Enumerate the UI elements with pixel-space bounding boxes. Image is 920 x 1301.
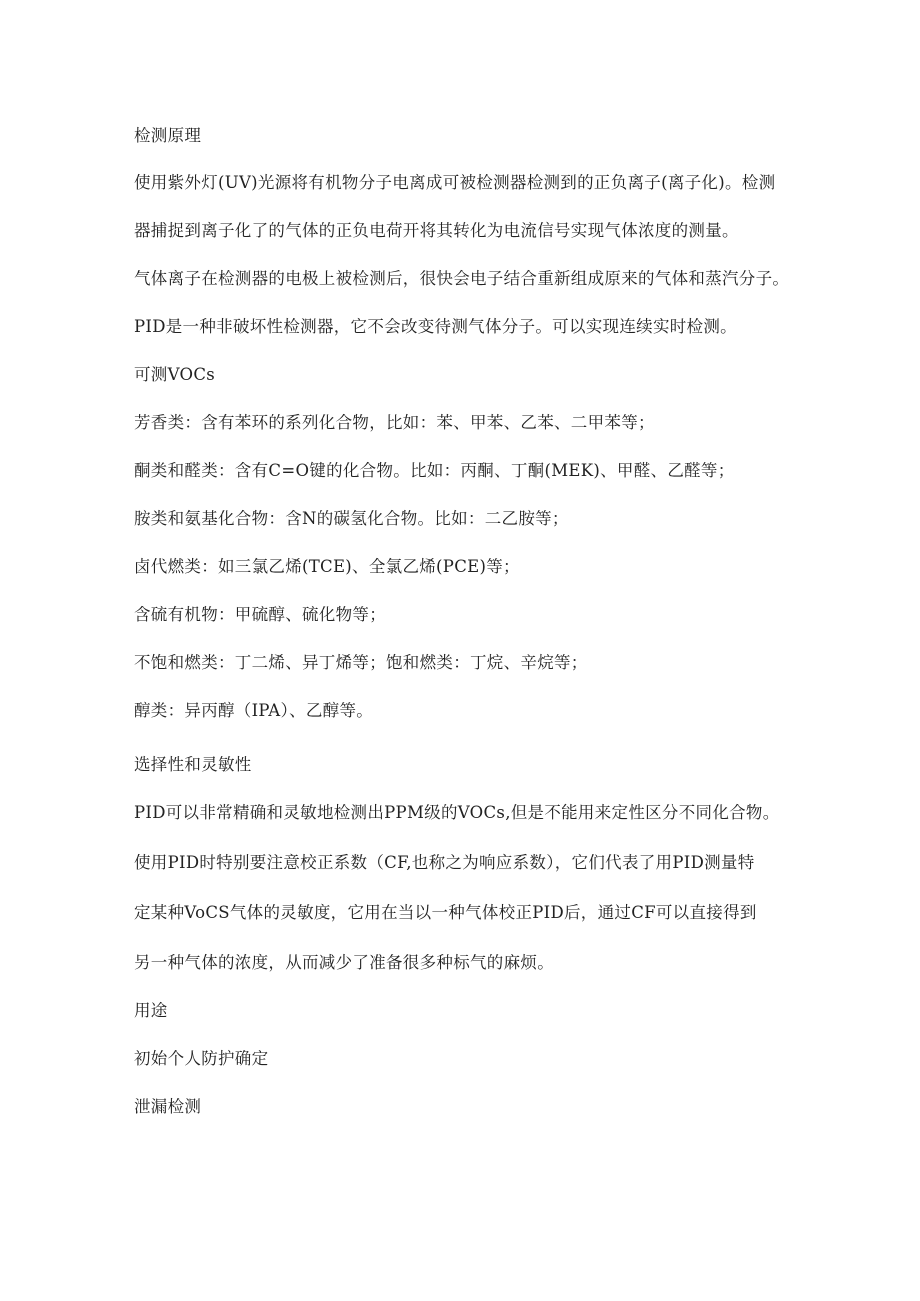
list-item: 醇类：异丙醇（IPA）、乙醇等。 [134, 701, 374, 720]
list-item: 初始个人防护确定 [134, 1049, 269, 1068]
list-item: 卤代燃类：如三氯乙烯(TCE)、全氯乙烯(PCE)等； [134, 557, 520, 576]
list-item: 含硫有机物：甲硫醇、硫化物等； [134, 605, 386, 624]
paragraph-line: 使用紫外灯(UV)光源将有机物分子电离成可被检测器检测到的正负离子(离子化)。检测 [134, 173, 776, 192]
section-heading-uses: 用途 [134, 1001, 168, 1020]
paragraph-line: 另一种气体的浓度，从而减少了准备很多种标气的麻烦。 [134, 953, 554, 972]
list-item: 芳香类：含有苯环的系列化合物，比如：苯、甲苯、乙苯、二甲苯等； [134, 413, 655, 432]
paragraph-line: 定某种VoCS气体的灵敏度，它用在当以一种气体校正PID后，通过CF可以直接得到 [134, 903, 757, 922]
paragraph-line: 使用PID时特别要注意校正系数（CF,也称之为响应系数），它们代表了用PID测量特 [134, 853, 755, 872]
paragraph-line: PID可以非常精确和灵敏地检测出PPM级的VOCs,但是不能用来定性区分不同化合物。 [134, 803, 780, 822]
list-item: 胺类和氨基化合物：含N的碳氢化合物。比如：二乙胺等； [134, 509, 569, 528]
list-item: 酮类和醛类：含有C=O键的化合物。比如：丙酮、丁酮(MEK)、甲醛、乙醛等； [134, 461, 735, 480]
section-heading-selectivity-sensitivity: 选择性和灵敏性 [134, 755, 252, 774]
section-heading-detectable-vocs: 可测VOCs [134, 365, 216, 384]
paragraph-line: 器捕捉到离子化了的气体的正负电荷开将其转化为电流信号实现气体浓度的测量。 [134, 221, 739, 240]
list-item: 泄漏检测 [134, 1097, 202, 1116]
paragraph-line: 气体离子在检测器的电极上被检测后，很快会电子结合重新组成原来的气体和蒸汽分子。 [134, 269, 790, 288]
section-heading-detection-principle: 检测原理 [134, 126, 202, 145]
list-item: 不饱和燃类：丁二烯、异丁烯等；饱和燃类：丁烷、辛烷等； [134, 653, 588, 672]
paragraph-line: PID是一种非破坏性检测器，它不会改变待测气体分子。可以实现连续实时检测。 [134, 317, 737, 336]
